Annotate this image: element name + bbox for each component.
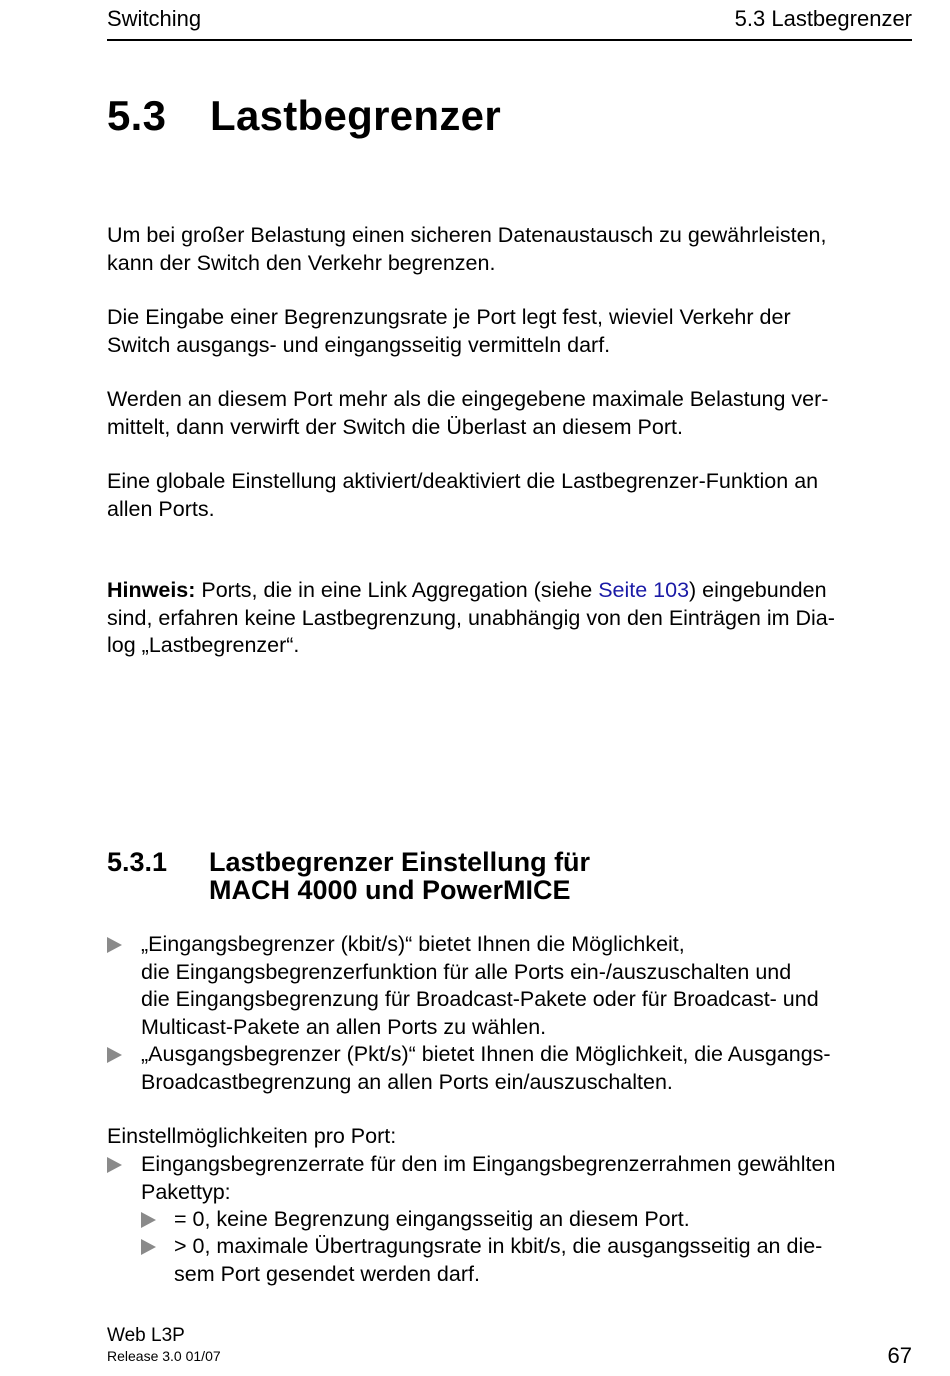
list-item-line: Broadcastbegrenzung an allen Ports ein/auszuschalten. [141, 1069, 673, 1094]
note-text: Ports, die in eine Link Aggregation (siehe [195, 578, 599, 602]
list-item-line: Pakettyp: [141, 1179, 231, 1204]
triangle-right-icon [107, 1157, 122, 1173]
subsection-title-line: Lastbegrenzer Einstellung für [209, 847, 591, 877]
section-number: 5.3 [107, 92, 167, 139]
list-item-line: „Ausgangsbegrenzer (Pkt/s)“ bietet Ihnen die Möglichkeit, die Ausgangs- [141, 1042, 831, 1066]
list-item-line: > 0, maximale Übertragungsrate in kbit/s, die ausgangsseitig an die- [174, 1234, 823, 1258]
triangle-right-icon [141, 1212, 156, 1228]
note-line: sind, erfahren keine Lastbegrenzung, unabhängig von den Einträgen im Dia- [107, 605, 835, 630]
paragraph-2 [107, 304, 917, 359]
note-label: Hinweis: [107, 578, 196, 602]
list-item-line: die Eingangsbegrenzerfunktion für alle Ports ein-/auszuschalten und [141, 959, 792, 984]
running-header-chapter: Switching [107, 6, 202, 31]
note-block [107, 577, 917, 660]
list-item-text [174, 1233, 917, 1288]
list-item-line: = 0, keine Begrenzung eingangsseitig an diesem Port. [174, 1207, 690, 1231]
list-item-line: Multicast-Pakete an allen Ports zu wählen. [141, 1014, 547, 1039]
footer-release: Release 3.0 01/07 [107, 1348, 221, 1364]
note-text: ) eingebunden [689, 578, 827, 602]
port-settings-intro: Einstellmöglichkeiten pro Port: [107, 1124, 397, 1148]
triangle-right-icon [141, 1239, 156, 1255]
list-item-text [141, 931, 917, 1041]
triangle-right-icon [107, 1047, 122, 1063]
paragraph-line: Um bei großer Belastung einen sicheren Datenaustausch zu gewährleisten, [107, 223, 827, 247]
list-item-line: „Eingangsbegrenzer (kbit/s)“ bietet Ihnen die Möglichkeit, [141, 932, 685, 956]
paragraph-1 [107, 222, 917, 277]
paragraph-line: Switch ausgangs- und eingangsseitig vermitteln darf. [107, 332, 611, 357]
page-number: 67 [887, 1343, 912, 1368]
list-item-text [174, 1206, 917, 1234]
paragraph-line: mittelt, dann verwirft der Switch die Überlast an diesem Port. [107, 414, 683, 439]
running-header-section: 5.3 Lastbegrenzer [734, 6, 912, 31]
triangle-right-icon [107, 937, 122, 953]
list-item-line: die Eingangsbegrenzung für Broadcast-Pakete oder für Broadcast- und [141, 987, 819, 1011]
paragraph-3 [107, 386, 917, 441]
paragraph-line: Eine globale Einstellung aktiviert/deaktiviert die Lastbegrenzer-Funktion an [107, 469, 819, 493]
header-divider [107, 39, 912, 41]
list-item-line: Eingangsbegrenzerrate für den im Eingangsbegrenzerrahmen gewählten [141, 1152, 836, 1176]
paragraph-line: allen Ports. [107, 496, 215, 521]
note-line: log „Lastbegrenzer“. [107, 633, 300, 657]
section-title: Lastbegrenzer [210, 92, 501, 139]
paragraph-line: kann der Switch den Verkehr begrenzen. [107, 250, 496, 275]
subsection-number: 5.3.1 [107, 847, 168, 877]
subsection-title [209, 848, 590, 904]
list-item-line: sem Port gesendet werden darf. [174, 1261, 480, 1286]
subsection-title-line: MACH 4000 und PowerMICE [209, 875, 571, 905]
list-item-text [141, 1151, 917, 1206]
paragraph-4 [107, 468, 917, 523]
footer-product: Web L3P [107, 1325, 185, 1346]
note-line [107, 577, 917, 605]
section-heading [107, 92, 501, 140]
subsection-heading [107, 848, 807, 908]
list-item-text [141, 1041, 917, 1096]
paragraph-line: Die Eingabe einer Begrenzungsrate je Port legt fest, wieviel Verkehr der [107, 305, 791, 329]
page-reference-link[interactable]: Seite 103 [598, 578, 690, 602]
paragraph-line: Werden an diesem Port mehr als die eingegebene maximale Belastung ver- [107, 387, 829, 411]
